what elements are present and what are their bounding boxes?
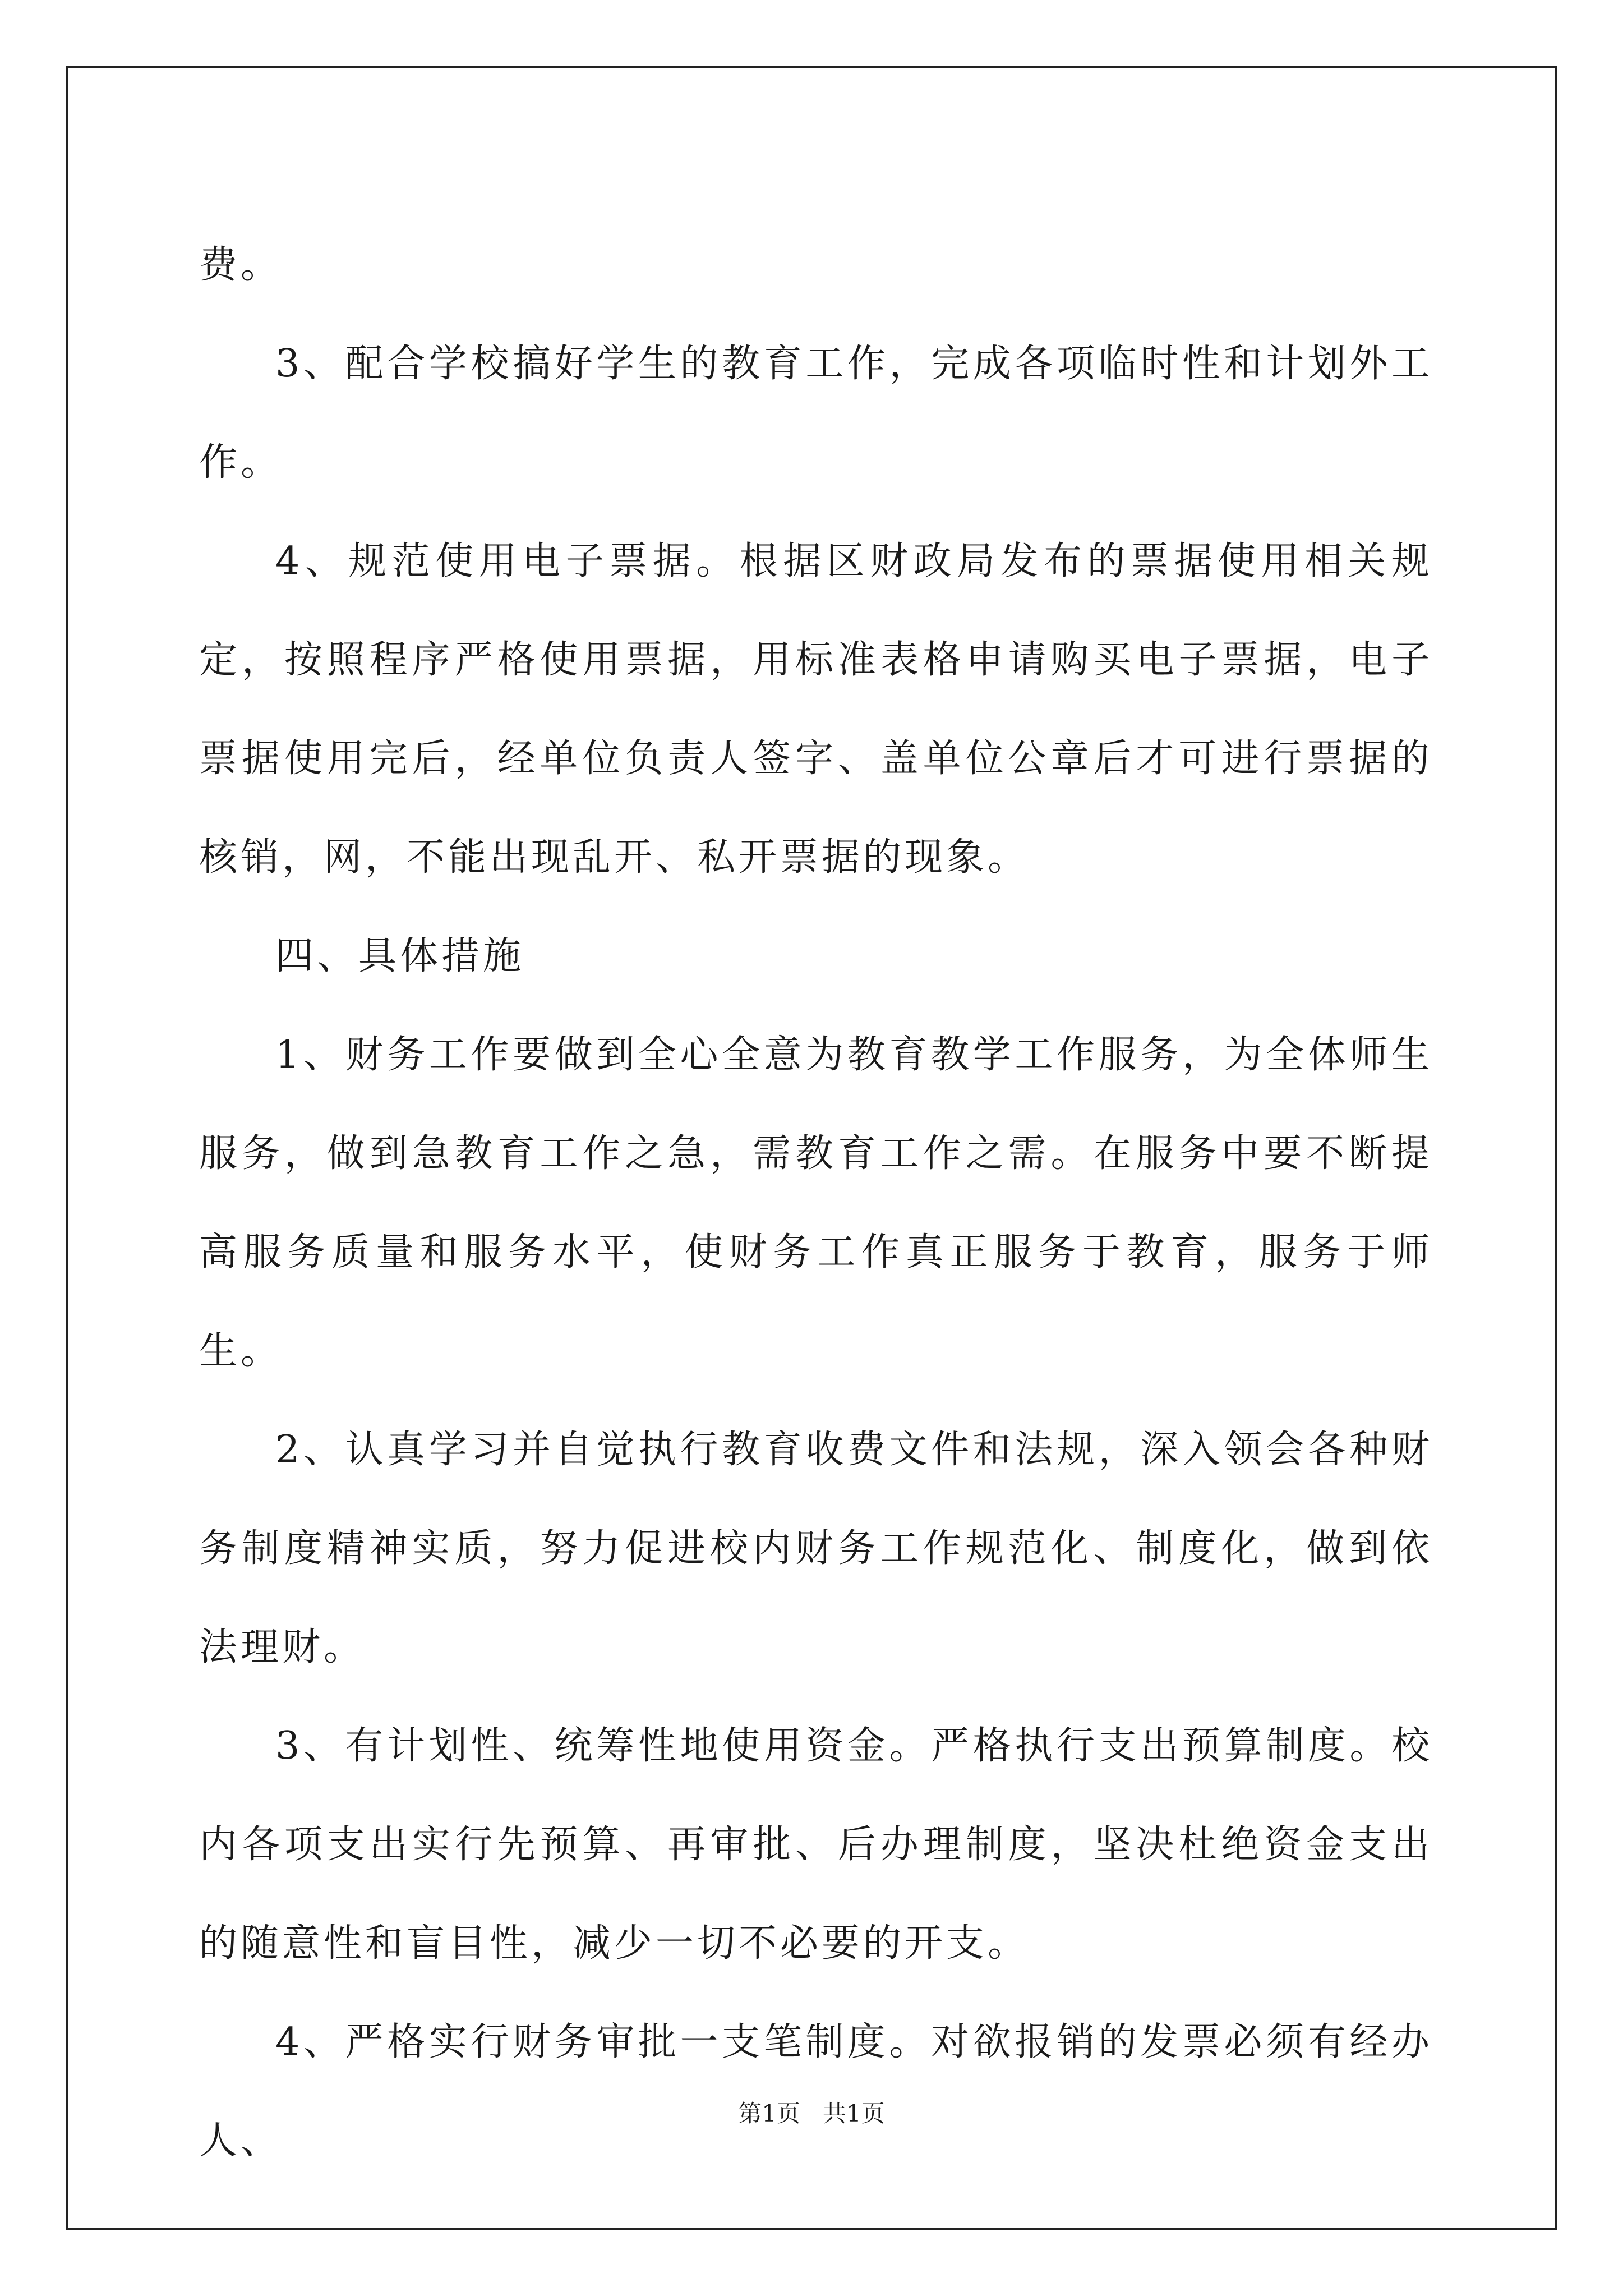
section-heading: 四、具体措施 bbox=[275, 934, 525, 978]
measure-item-2: 2、认真学习并自觉执行教育收费文件和法规，深入领会各种财务制度精神实质，努力促进校内财务工作规范化、制度化，做到依法理财。 bbox=[199, 1428, 1433, 1669]
measure-item-3: 3、有计划性、统筹性地使用资金。严格执行支出预算制度。校内各项支出实行先预算、再审批、后办理制度，坚决杜绝资金支出的随意性和盲目性，减少一切不必要的开支。 bbox=[199, 1724, 1433, 1966]
page-total: 共1页 bbox=[823, 2100, 885, 2127]
paragraph-continuation: 费。 bbox=[199, 243, 283, 287]
measure-item-1: 1、财务工作要做到全心全意为教育教学工作服务，为全体师生服务，做到急教育工作之急，需教育工作之需。在服务中要不断提高服务质量和服务水平，使财务工作真正服务于教育，服务于师生。 bbox=[199, 1033, 1433, 1373]
page-number: 第1页 bbox=[738, 2100, 800, 2127]
page-footer bbox=[0, 2095, 1623, 2129]
measure-item-4: 4、严格实行财务审批一支笔制度。对欲报销的发票必须有经办人、 bbox=[199, 2020, 1433, 2163]
paragraph-item-4: 4、规范使用电子票据。根据区财政局发布的票据使用相关规定，按照程序严格使用票据，用标准表格申请购买电子票据，电子票据使用完后，经单位负责人签字、盖单位公章后才可进行票据的核销，网，不能出现乱开、私开票据的现象。 bbox=[199, 539, 1433, 880]
paragraph-item-3: 3、配合学校搞好学生的教育工作，完成各项临时性和计划外工作。 bbox=[199, 342, 1433, 485]
document-body bbox=[199, 216, 1433, 2191]
